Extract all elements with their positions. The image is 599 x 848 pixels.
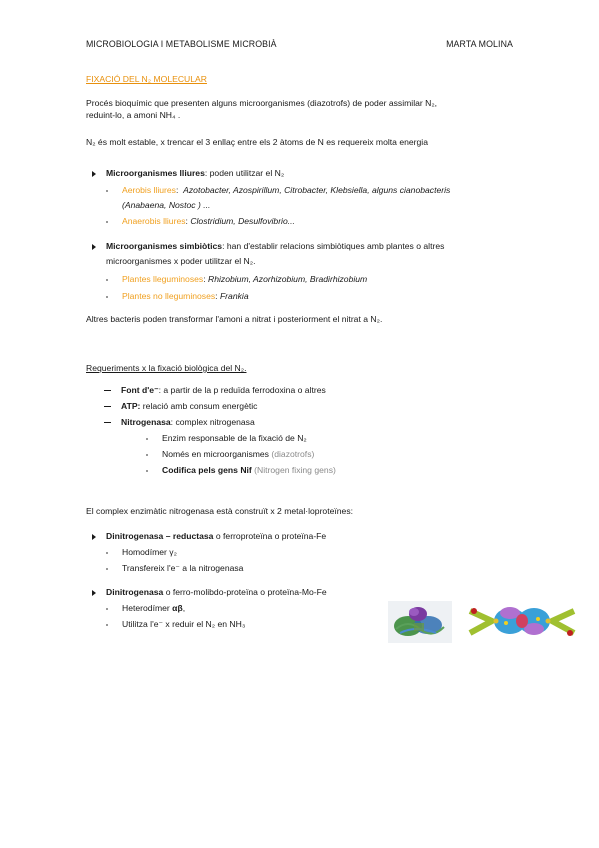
- section-title-fixacio[interactable]: FIXACIÓ DEL N₂ MOLECULAR: [86, 74, 207, 84]
- sub-grey: (diazotrofs): [271, 449, 315, 459]
- paragraph-intro: [86, 97, 514, 122]
- bullet-text: o ferro-molibdo-proteïna o proteïna-Mo-Fe: [163, 587, 327, 597]
- sub-text: Només en microorganismes: [162, 449, 272, 459]
- dot-bullet-icon: [106, 608, 108, 610]
- bullet-reductasa: [92, 530, 326, 542]
- sub-grey: (Nitrogen fixing gens): [251, 465, 336, 475]
- species-list: Clostridium, Desulfovibrio...: [190, 216, 295, 226]
- sub-bold: Codifica pels gens Nif: [162, 465, 252, 475]
- req-bold: Font d'e⁻: [121, 385, 159, 395]
- paragraph-nitrat: Altres bacteris poden transformar l'amoni a nitrat i posteriorment el nitrat a N₂.: [86, 314, 383, 324]
- req-bold: ATP:: [121, 401, 141, 411]
- label-lleguminoses: Plantes lleguminoses: [122, 274, 204, 284]
- bullet-simbiotics: [92, 240, 514, 252]
- sub-text: Enzim responsable de la fixació de N₂: [162, 433, 307, 443]
- req-text: relació amb consum energètic: [140, 401, 258, 411]
- req-text: : complex nitrogenasa: [170, 417, 255, 427]
- triangle-bullet-icon: [92, 534, 96, 540]
- dot-bullet-icon: [146, 470, 148, 472]
- req-item-atp: [104, 400, 257, 412]
- bullet-dinitrogenasa: [92, 586, 327, 598]
- dash-bullet-icon: [104, 390, 111, 391]
- reductasa-sub-transfer: [106, 562, 243, 574]
- dash-bullet-icon: [104, 406, 111, 407]
- req-bold: Nitrogenasa: [121, 417, 171, 427]
- dot-bullet-icon: [106, 624, 108, 626]
- species-list: Frankia: [219, 291, 249, 301]
- sub-lleguminoses: [106, 273, 367, 285]
- triangle-bullet-icon: [92, 171, 96, 177]
- section-title-requeriments: Requeriments x la fixació biològica del N₂.: [86, 363, 247, 373]
- sub-text: ,: [182, 603, 186, 613]
- nitrogenasa-sub-nif: [146, 464, 336, 476]
- dinitrogenasa-sub-heterodimer: [106, 602, 185, 614]
- label-anaerobis: Anaerobis lliures: [122, 216, 186, 226]
- dot-bullet-icon: [106, 296, 108, 298]
- bullet-text: : han d'establir relacions simbiòtiques amb plantes o altres: [222, 241, 445, 251]
- bullet-text: : poden utilitzar el N₂: [204, 168, 285, 178]
- species-list: Azotobacter, Azospirillum, Citrobacter, Klebsiella, alguns cianobacteris: [183, 185, 451, 195]
- dot-bullet-icon: [106, 568, 108, 570]
- colon: :: [175, 185, 179, 195]
- dot-bullet-icon: [106, 221, 108, 223]
- bullet-simbiotics-continuation: microorganismes x poder utilitzar el N₂.: [106, 256, 256, 266]
- bullet-bold: Microorganismes simbiòtics: [106, 241, 223, 251]
- sub-text: Utilitza l'e⁻ x reduir el N₂ en NH₃: [122, 619, 246, 629]
- bullet-lliures: [92, 167, 284, 179]
- dash-bullet-icon: [104, 422, 111, 423]
- protein-structure-image-reductase: [388, 601, 452, 643]
- sub-text: Heterodímer: [122, 603, 173, 613]
- header-author: MARTA MOLINA: [446, 39, 513, 49]
- dinitrogenasa-sub-reduce: [106, 618, 245, 630]
- bullet-bold: Dinitrogenasa: [106, 587, 164, 597]
- protein-structure-image-mofe: [466, 601, 578, 643]
- req-text: : a partir de la p reduïda ferrodoxina o altres: [158, 385, 326, 395]
- triangle-bullet-icon: [92, 244, 96, 250]
- header-title: MICROBIOLOGIA I METABOLISME MICROBIÀ: [86, 39, 277, 49]
- paragraph-line: Procés bioquímic que presenten alguns microorganismes (diazotrofs) de poder assimilar N₂,: [86, 98, 438, 108]
- sub-bold: αβ: [172, 603, 183, 613]
- dot-bullet-icon: [106, 552, 108, 554]
- req-item-electrons: [104, 384, 326, 396]
- req-item-nitrogenasa: [104, 416, 255, 428]
- nitrogenasa-sub-enzim: [146, 432, 307, 444]
- sub-text: Homodímer γ₂: [122, 547, 177, 557]
- dot-bullet-icon: [106, 190, 108, 192]
- label-aerobis: Aerobis lliures: [122, 185, 176, 195]
- dot-bullet-icon: [146, 454, 148, 456]
- paragraph-line: reduint-lo, a amoni NH₄ .: [86, 110, 181, 121]
- sub-anaerobis: [106, 215, 295, 227]
- colon: :: [215, 291, 220, 301]
- species-list: Rhizobium, Azorhizobium, Bradirhizobium: [208, 274, 368, 284]
- bullet-bold: Microorganismes lliures: [106, 168, 205, 178]
- sub-no-lleguminoses: [106, 290, 249, 302]
- colon: :: [203, 274, 208, 284]
- bullet-text: o ferroproteïna o proteïna-Fe: [213, 531, 327, 541]
- sub-aerobis: [106, 184, 516, 196]
- nitrogenasa-sub-diazotrofs: [146, 448, 314, 460]
- paragraph-complex: El complex enzimàtic nitrogenasa està construït x 2 metal·loproteïnes:: [86, 506, 354, 516]
- paragraph-stability: N₂ és molt estable, x trencar el 3 enllaç entre els 2 àtoms de N es requereix molta energia: [86, 137, 429, 147]
- colon: :: [185, 216, 191, 226]
- species-list-continuation: (Anabaena, Nostoc ) ...: [122, 200, 211, 210]
- reductasa-sub-homodimer: [106, 546, 177, 558]
- triangle-bullet-icon: [92, 590, 96, 596]
- dot-bullet-icon: [106, 279, 108, 281]
- bullet-bold: Dinitrogenasa – reductasa: [106, 531, 214, 541]
- label-no-lleguminoses: Plantes no lleguminoses: [122, 291, 216, 301]
- sub-text: Transfereix l'e⁻ a la nitrogenasa: [122, 563, 244, 573]
- dot-bullet-icon: [146, 438, 148, 440]
